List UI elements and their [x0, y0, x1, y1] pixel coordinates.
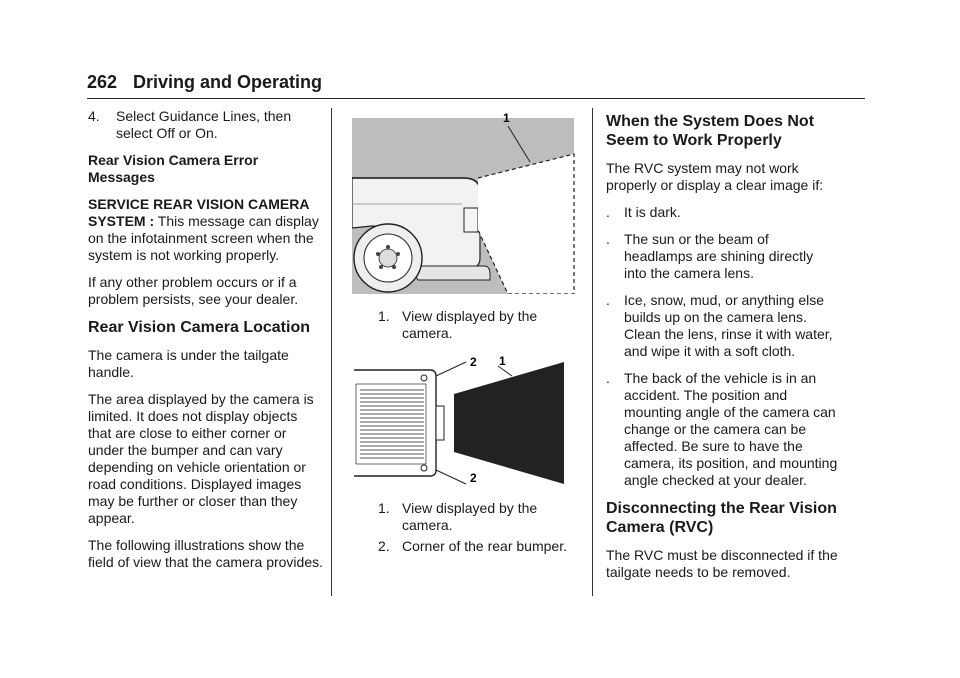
camera-side-view-figure [352, 108, 576, 294]
service-message-label: SERVICE REAR VISION CAMERA SYSTEM : [88, 196, 309, 229]
figure2-caption-1 [352, 500, 580, 534]
disconnect-heading: Disconnecting the Rear Vision Camera (RVC) [606, 500, 837, 536]
column-divider-1 [331, 108, 332, 596]
error-messages-heading: Rear Vision Camera Error Messages [88, 152, 259, 185]
bullet-item [606, 370, 838, 489]
camera-location-heading: Rear Vision Camera Location [88, 319, 310, 336]
bullet-text: Ice, snow, mud, or anything else builds up on the camera lens. Clean the lens, rinse it with water, and wipe it with a soft cloth. [624, 292, 833, 359]
disconnect-paragraph: The RVC must be disconnected if the tailgate needs to be removed. [606, 547, 838, 580]
bullet-glyph: . [606, 231, 610, 247]
step-4-text: Select Guidance Lines, then select Off or On. [116, 108, 292, 141]
figure1-caption-number: 1. [378, 308, 390, 324]
figure2-caption-2 [352, 538, 580, 555]
figure2-caption-2-text: Corner of the rear bumper. [402, 538, 567, 554]
location-paragraph-3: The following illustrations show the field of view that the camera provides. [88, 537, 324, 570]
column-right [606, 108, 838, 591]
location-paragraph-1: The camera is under the tailgate handle. [88, 347, 289, 380]
bullet-item [606, 292, 838, 360]
column-left [88, 108, 324, 581]
section-title: Driving and Operating [133, 72, 323, 92]
service-message-paragraph [88, 196, 324, 264]
page-header [87, 72, 865, 99]
bullet-glyph: . [606, 292, 610, 308]
figure2-caption-2-number: 2. [378, 538, 390, 554]
figure1-caption-text: View displayed by the camera. [402, 308, 538, 341]
page-number: 262 [87, 72, 118, 92]
figure2-caption-1-text: View displayed by the camera. [402, 500, 538, 533]
figure2-callout-2-top: 2 [470, 356, 477, 369]
bullet-glyph: . [606, 204, 610, 220]
troubleshooting-heading: When the System Does Not Seem to Work Properly [606, 113, 815, 149]
figure1-callout-1: 1 [503, 111, 510, 125]
figure2-callout-2-bottom: 2 [470, 471, 477, 485]
bullet-glyph: . [606, 370, 610, 386]
bullet-text: The sun or the beam of headlamps are shining directly into the camera lens. [624, 231, 814, 281]
column-middle [352, 108, 580, 565]
step-4 [88, 108, 324, 142]
step-4-number: 4. [88, 108, 100, 124]
bullet-text: It is dark. [624, 204, 681, 220]
figure2-caption-1-number: 1. [378, 500, 390, 516]
figure2-callout-1: 1 [499, 356, 506, 368]
bullet-text: The back of the vehicle is in an accident. The position and mounting angle of the camera can change or the camera can be affected. Be sure to have the camera, its position, and mounting angle checked at your dealer. [624, 370, 838, 488]
bullet-item [606, 231, 838, 282]
location-paragraph-2: The area displayed by the camera is limited. It does not display objects that are close to either corner or under the bumper and can vary depending on vehicle orientation or road conditions. Displayed images may be further or closer than they appear. [88, 391, 314, 526]
column-divider-2 [592, 108, 593, 596]
bullet-item [606, 204, 838, 221]
problem-paragraph: If any other problem occurs or if a problem persists, see your dealer. [88, 274, 299, 307]
camera-top-view-figure [352, 356, 578, 486]
service-message-text: This message can display on the infotainment screen when the system is not working properly. [88, 213, 319, 263]
figure1-caption [352, 308, 580, 342]
troubleshooting-intro: The RVC system may not work properly or display a clear image if: [606, 160, 824, 193]
